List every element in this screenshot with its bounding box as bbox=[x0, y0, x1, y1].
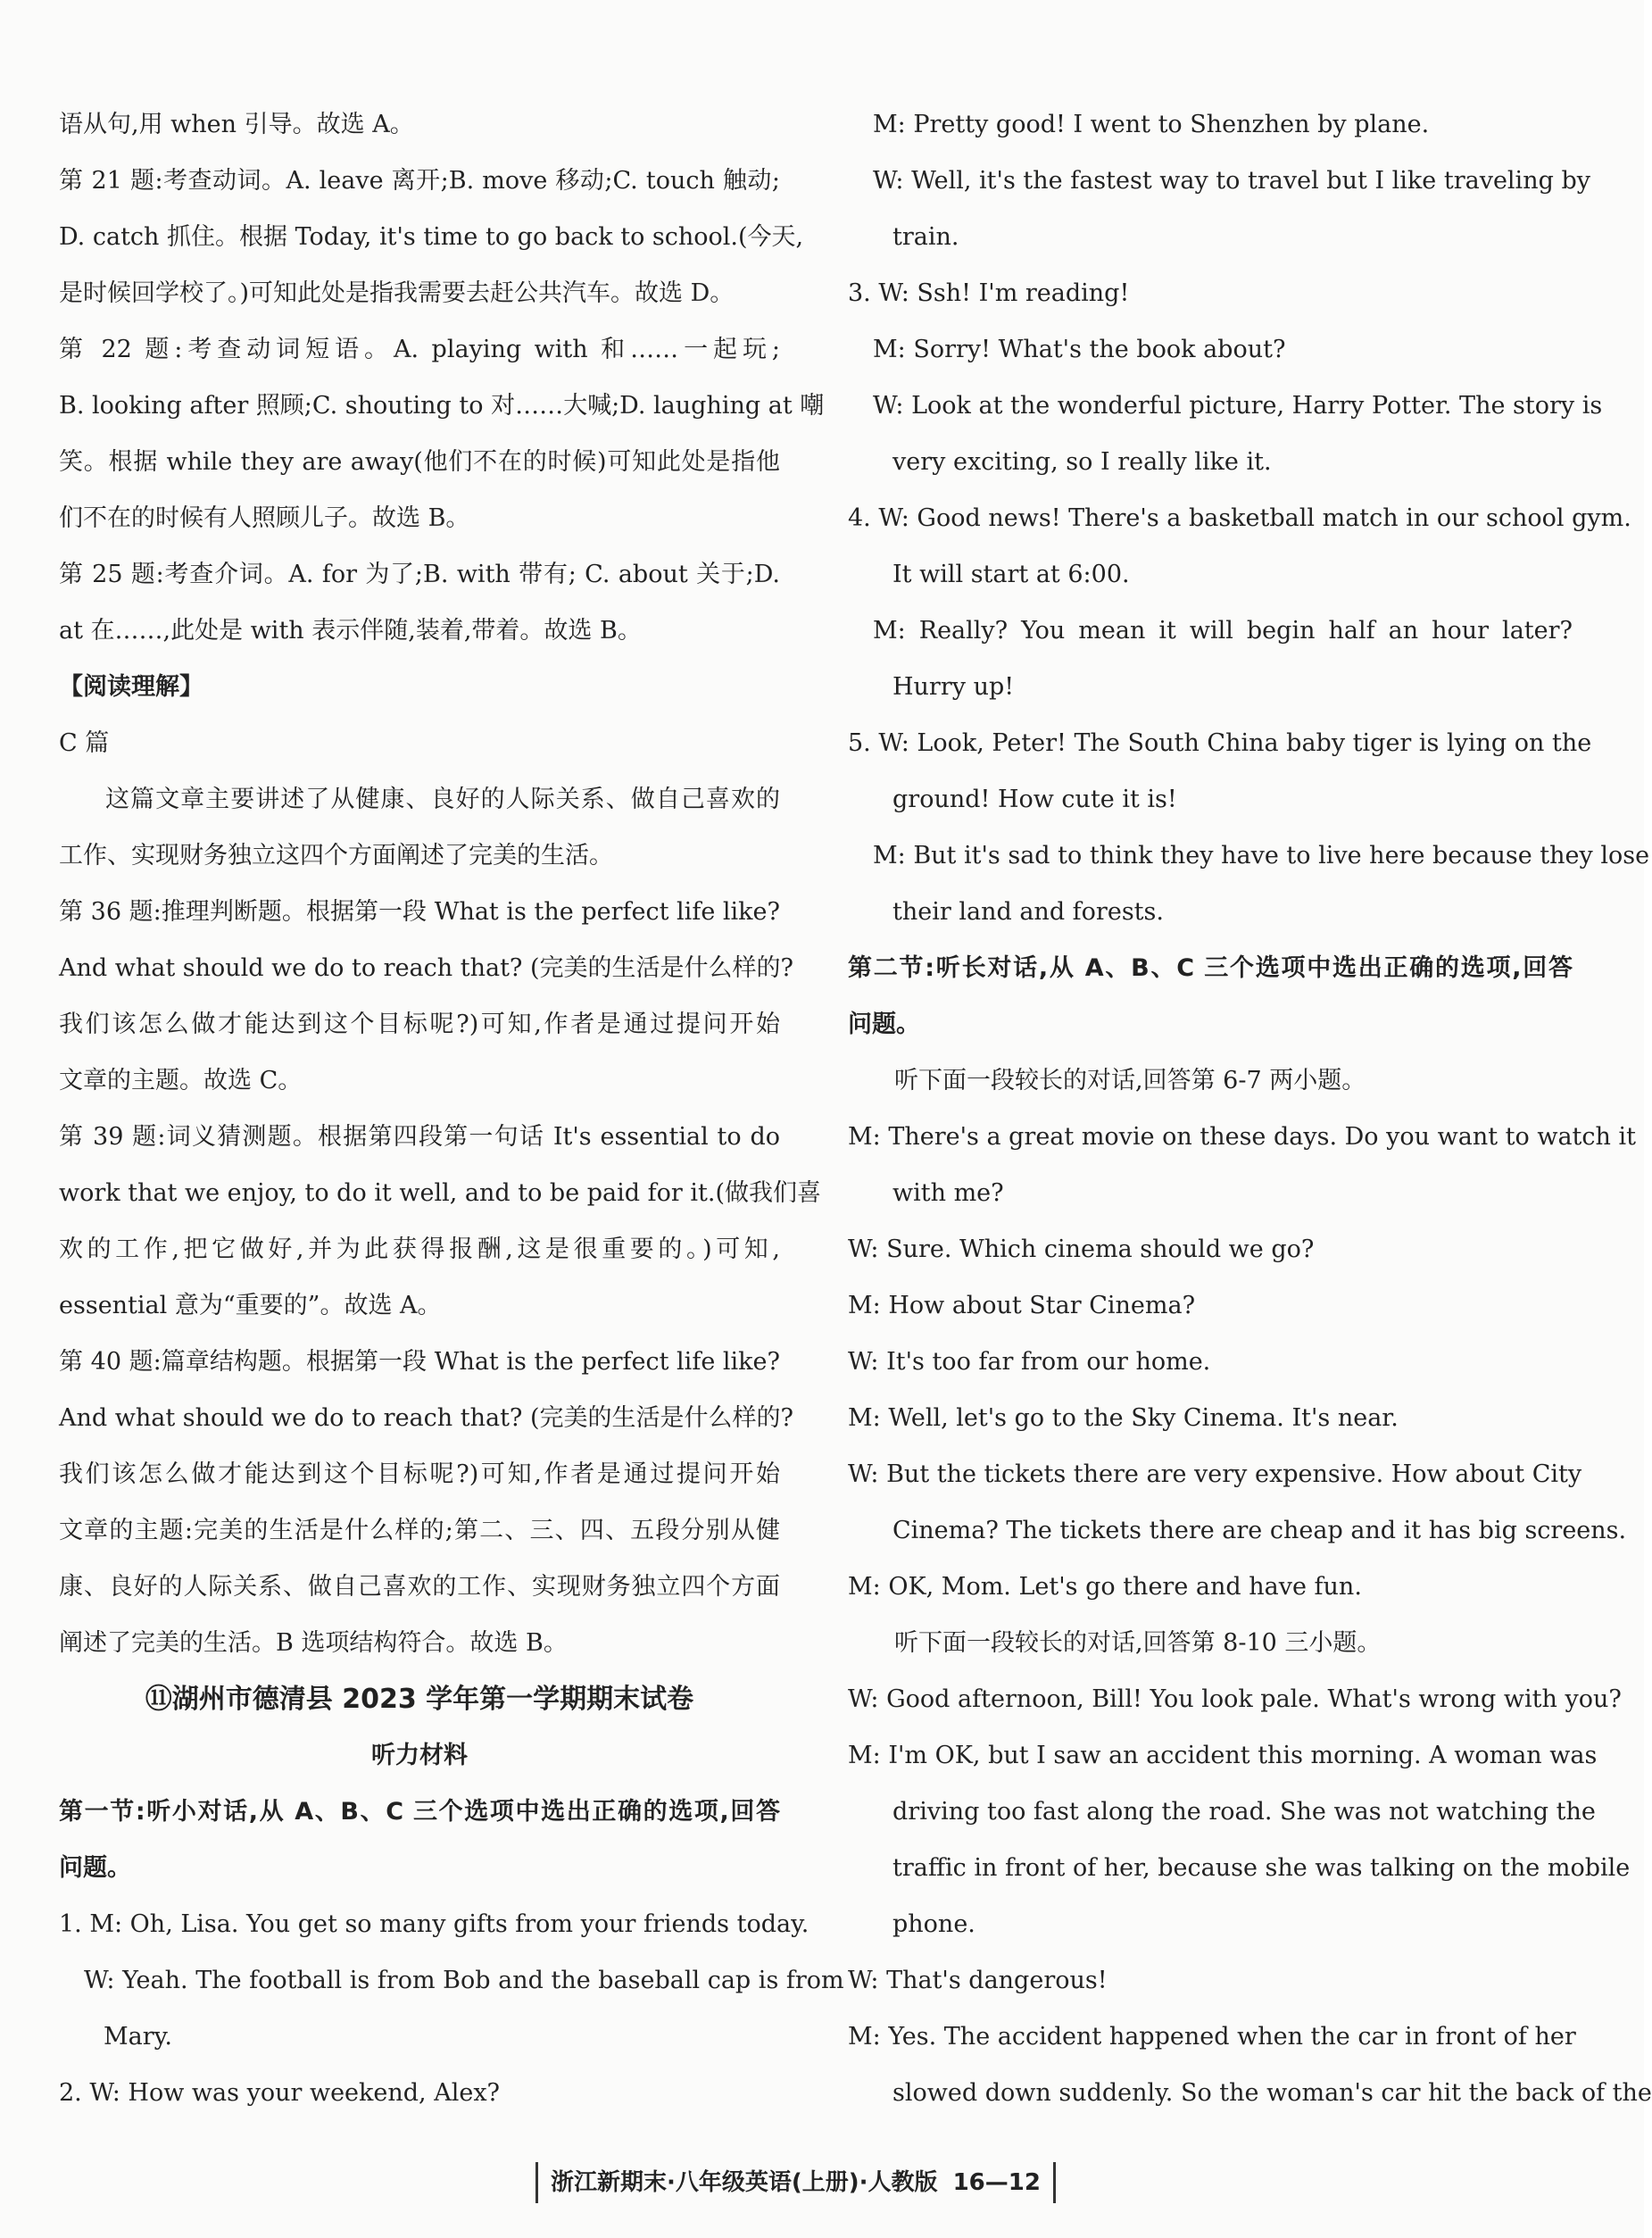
text-line: 阐述了完美的生活。B 选项结构符合。故选 B。 bbox=[59, 1629, 568, 1657]
text-line: phone. bbox=[892, 1910, 975, 1938]
text-line: with me? bbox=[892, 1179, 1004, 1207]
text-line: W: Yeah. The football is from Bob and the baseball cap is from bbox=[84, 1967, 844, 1994]
footer-title: 浙江新期末·八年级英语(上册)·人教版 bbox=[551, 2169, 938, 2196]
text-line: M: But it's sad to think they have to live here because they lose bbox=[873, 842, 1650, 869]
text-line: 听下面一段较长的对话,回答第 6-7 两小题。 bbox=[894, 1067, 1366, 1094]
page-number: 16—12 bbox=[952, 2169, 1041, 2196]
text-line: 康、良好的人际关系、做自己喜欢的工作、实现财务独立四个方面 bbox=[59, 1573, 780, 1601]
text-line: M: I'm OK, but I saw an accident this morning. A woman was bbox=[848, 1742, 1598, 1769]
text-line: ⑪湖州市德清县 2023 学年第一学期期末试卷 bbox=[145, 1684, 694, 1715]
text-line: W: Look at the wonderful picture, Harry Potter. The story is bbox=[873, 392, 1603, 420]
text-line: 2. W: How was your weekend, Alex? bbox=[59, 2079, 501, 2107]
text-line: Cinema? The tickets there are cheap and it has big screens. bbox=[892, 1517, 1627, 1544]
text-line: M: There's a great movie on these days. Do you want to watch it bbox=[848, 1123, 1636, 1151]
text-line: And what should we do to reach that? (完美的生活是什么样的? bbox=[59, 954, 793, 982]
text-line: W: That's dangerous! bbox=[848, 1967, 1108, 1994]
text-line: 我们该怎么做才能达到这个目标呢?)可知,作者是通过提问开始 bbox=[59, 1460, 780, 1488]
text-line: 【阅读理解】 bbox=[59, 673, 203, 701]
text-line: Hurry up! bbox=[892, 673, 1015, 701]
text-line: D. catch 抓住。根据 Today, it's time to go back to school.(今天, bbox=[59, 223, 804, 251]
text-line: It will start at 6:00. bbox=[892, 561, 1130, 588]
text-line: ground! How cute it is! bbox=[892, 786, 1177, 813]
text-line: 4. W: Good news! There's a basketball match in our school gym. bbox=[848, 504, 1631, 532]
text-line: 文章的主题:完美的生活是什么样的;第二、三、四、五段分别从健 bbox=[59, 1517, 780, 1544]
text-line: M: Yes. The accident happened when the car in front of her bbox=[848, 2023, 1576, 2051]
text-line: 笑。根据 while they are away(他们不在的时候)可知此处是指他 bbox=[59, 448, 780, 476]
text-line: 我们该怎么做才能达到这个目标呢?)可知,作者是通过提问开始 bbox=[59, 1011, 780, 1038]
text-line: 第 25 题:考查介词。A. for 为了;B. with 带有; C. about 关于;D. bbox=[59, 561, 780, 588]
text-line: at 在……,此处是 with 表示伴随,装着,带着。故选 B。 bbox=[59, 617, 642, 645]
text-line: very exciting, so I really like it. bbox=[892, 448, 1272, 476]
text-line: B. looking after 照顾;C. shouting to 对……大喊;D. laughing at 嘲 bbox=[59, 392, 825, 420]
text-line: 们不在的时候有人照顾儿子。故选 B。 bbox=[59, 504, 470, 532]
text-line: C 篇 bbox=[59, 729, 110, 757]
text-line: 3. W: Ssh! I'm reading! bbox=[848, 279, 1130, 307]
text-line: M: How about Star Cinema? bbox=[848, 1292, 1196, 1319]
text-line: 语从句,用 when 引导。故选 A。 bbox=[59, 111, 414, 138]
left-column bbox=[59, 96, 844, 2121]
text-line: essential 意为“重要的”。故选 A。 bbox=[59, 1292, 442, 1319]
text-line: M: Sorry! What's the book about? bbox=[873, 336, 1286, 363]
text-line: W: Sure. Which cinema should we go? bbox=[848, 1235, 1315, 1263]
text-line: 第 21 题:考查动词。A. leave 离开;B. move 移动;C. touch 触动; bbox=[59, 167, 780, 195]
text-line: M: Pretty good! I went to Shenzhen by plane. bbox=[873, 111, 1430, 138]
text-line: 听下面一段较长的对话,回答第 8-10 三小题。 bbox=[894, 1629, 1382, 1657]
page-footer bbox=[535, 2162, 1056, 2203]
text-line: 第 39 题:词义猜测题。根据第四段第一句话 It's essential to do bbox=[59, 1123, 780, 1151]
right-column bbox=[848, 96, 1652, 2121]
text-line: W: But the tickets there are very expensive. How about City bbox=[848, 1460, 1582, 1488]
text-line: 问题。 bbox=[848, 1011, 920, 1038]
text-line: M: Well, let's go to the Sky Cinema. It's near. bbox=[848, 1404, 1399, 1432]
text-line: And what should we do to reach that? (完美的生活是什么样的? bbox=[59, 1404, 793, 1432]
text-line: slowed down suddenly. So the woman's car hit the back of the bbox=[892, 2079, 1652, 2107]
text-line: 工作、实现财务独立这四个方面阐述了完美的生活。 bbox=[59, 842, 613, 869]
text-line: 第 40 题:篇章结构题。根据第一段 What is the perfect life like? bbox=[59, 1348, 780, 1376]
text-line: 这篇文章主要讲述了从健康、良好的人际关系、做自己喜欢的 bbox=[105, 786, 780, 813]
text-line: 是时候回学校了。)可知此处是指我需要去赶公共汽车。故选 D。 bbox=[59, 279, 735, 307]
text-line: traffic in front of her, because she was talking on the mobile bbox=[892, 1854, 1631, 1882]
text-line: 第一节:听小对话,从 A、B、C 三个选项中选出正确的选项,回答 bbox=[59, 1798, 780, 1826]
text-line: Mary. bbox=[104, 2023, 172, 2051]
text-line: W: It's too far from our home. bbox=[848, 1348, 1211, 1376]
text-line: train. bbox=[892, 223, 959, 251]
text-line: 第二节:听长对话,从 A、B、C 三个选项中选出正确的选项,回答 bbox=[848, 954, 1573, 982]
text-line: 文章的主题。故选 C。 bbox=[59, 1067, 303, 1094]
text-line: 1. M: Oh, Lisa. You get so many gifts from your friends today. bbox=[59, 1910, 809, 1938]
text-line: 第 22 题:考查动词短语。A. playing with 和……一起玩; bbox=[59, 336, 780, 363]
text-line: W: Well, it's the fastest way to travel but I like traveling by bbox=[873, 167, 1590, 195]
text-line: work that we enjoy, to do it well, and to be paid for it.(做我们喜 bbox=[59, 1179, 821, 1207]
text-line: 听力材料 bbox=[371, 1742, 468, 1769]
text-line: M: Really? You mean it will begin half an hour later? bbox=[873, 617, 1573, 645]
text-line: 5. W: Look, Peter! The South China baby tiger is lying on the bbox=[848, 729, 1592, 757]
text-line: their land and forests. bbox=[892, 898, 1164, 926]
text-line: M: OK, Mom. Let's go there and have fun. bbox=[848, 1573, 1362, 1601]
text-line: W: Good afternoon, Bill! You look pale. What's wrong with you? bbox=[848, 1685, 1622, 1713]
text-line: 问题。 bbox=[59, 1854, 131, 1882]
text-line: 第 36 题:推理判断题。根据第一段 What is the perfect life like? bbox=[59, 898, 780, 926]
text-line: 欢的工作,把它做好,并为此获得报酬,这是很重要的。)可知, bbox=[59, 1235, 780, 1263]
text-line: driving too fast along the road. She was not watching the bbox=[892, 1798, 1596, 1826]
